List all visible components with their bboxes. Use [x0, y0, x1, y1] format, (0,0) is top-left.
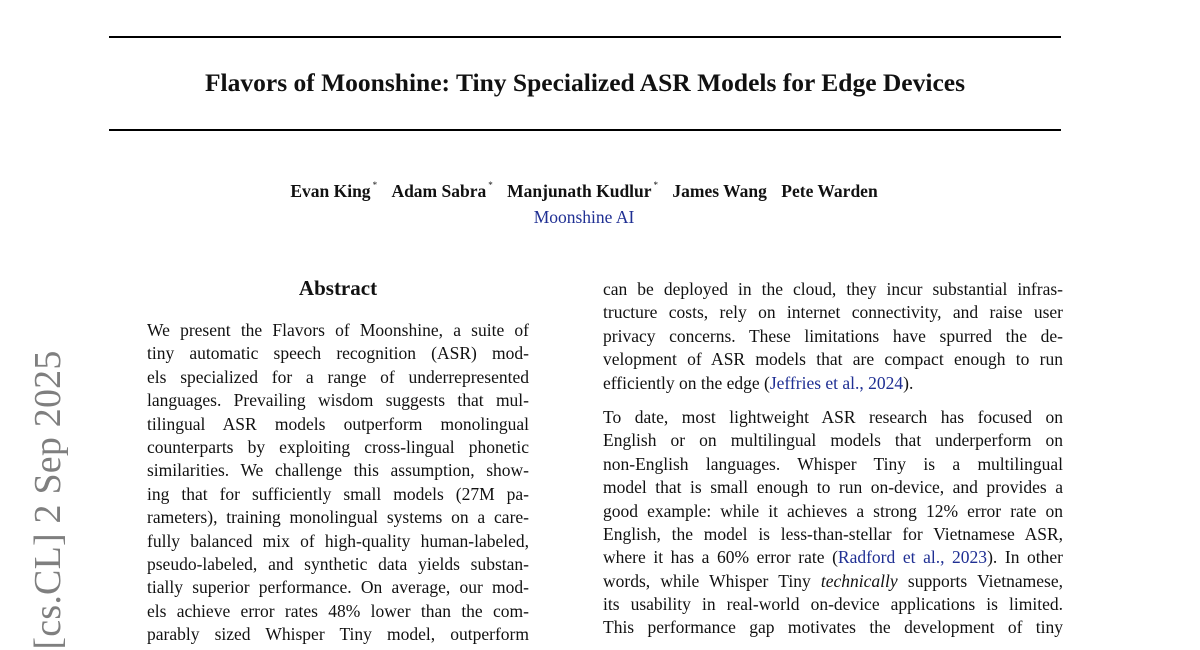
body-line: To date, most lightweight ASR research has focused on	[603, 406, 1063, 427]
body-line: non-English languages. Whisper Tiny is a multilingual	[603, 453, 1063, 474]
body-text: words, while Whisper Tiny	[603, 570, 821, 591]
abstract-line: tially superior performance. On average, our mod-	[147, 577, 529, 598]
abstract-line: similarities. We challenge this assumption, show-	[147, 460, 529, 481]
body-line: its usability in real-world on-device applications is limited.	[603, 594, 1063, 615]
body-line: can be deployed in the cloud, they incur substantial infras-	[603, 279, 1063, 299]
abstract-line: tiny automatic speech recognition (ASR) mod-	[147, 343, 529, 364]
body-line: model that is small enough to run on-device, and provides a	[603, 477, 1063, 498]
emphasis-text: technically	[820, 570, 898, 591]
body-line: privacy concerns. These limitations have spurred the de-	[603, 325, 1063, 346]
author	[672, 180, 766, 202]
arxiv-side-identifier: [cs.CL] 2 Sep 2025	[27, 350, 69, 650]
author	[507, 174, 658, 202]
body-line	[603, 546, 1063, 569]
body-text: where it has a 60% error rate (	[603, 547, 838, 568]
author-name: Adam Sabra	[391, 181, 487, 201]
body-paragraph-1	[603, 278, 1063, 395]
body-line	[603, 372, 1063, 395]
body-line: tructure costs, rely on internet connectivity, and raise user	[603, 302, 1063, 323]
abstract-body	[147, 319, 529, 646]
title-bottom-rule	[109, 129, 1061, 131]
abstract-line: els achieve error rates 48% lower than the com-	[147, 600, 529, 621]
abstract-line: languages. Prevailing wisdom suggests that mul-	[147, 390, 529, 411]
citation-link-radford[interactable]: Radford et al., 2023	[837, 547, 988, 568]
body-text: ).	[903, 372, 914, 393]
abstract-line: rameters), training monolingual systems on a care-	[147, 507, 529, 528]
author-name: Evan King	[290, 181, 371, 201]
equal-contribution-mark: *	[488, 180, 493, 190]
author-name: Manjunath Kudlur	[507, 181, 652, 201]
abstract-line: ing that for sufficiently small models (27M pa-	[147, 483, 529, 504]
author-list	[0, 174, 1168, 202]
abstract-line: fully balanced mix of high-quality human-labeled,	[147, 530, 529, 551]
body-text: supports Vietnamese,	[897, 570, 1063, 591]
affiliation-link[interactable]: Moonshine AI	[533, 207, 635, 227]
abstract-paragraph	[147, 319, 529, 646]
author-name: Pete Warden	[781, 181, 878, 201]
body-line: This performance gap motivates the development of tiny	[603, 617, 1063, 638]
abstract-line: We present the Flavors of Moonshine, a suite of	[147, 320, 529, 340]
author	[391, 174, 492, 202]
body-text: ). In other	[987, 547, 1063, 568]
body-line	[603, 570, 1063, 593]
abstract-line: parably sized Whisper Tiny model, outperform	[147, 624, 529, 645]
body-line: good example: while it achieves a strong 12% error rate on	[603, 500, 1063, 521]
author	[781, 180, 877, 202]
abstract-line: pseudo-labeled, and synthetic data yields substan-	[147, 553, 529, 574]
abstract-line: counterparts by exploiting cross-lingual phonetic	[147, 436, 529, 457]
body-line: velopment of ASR models that are compact enough to run	[603, 349, 1063, 370]
citation-link-jeffries[interactable]: Jeffries et al., 2024	[769, 372, 904, 393]
abstract-line: els specialized for a range of underrepresented	[147, 366, 529, 387]
introduction-body	[603, 278, 1063, 640]
body-text: efficiently on the edge (	[603, 372, 770, 393]
body-paragraph-2	[603, 406, 1063, 640]
equal-contribution-mark: *	[653, 180, 659, 190]
body-line: English, the model is less-than-stellar for Vietnamese ASR,	[603, 523, 1063, 544]
paper-title: Flavors of Moonshine: Tiny Specialized ASR Models for Edge Devices	[204, 68, 966, 97]
body-line: English or on multilingual models that underperform on	[603, 430, 1063, 451]
equal-contribution-mark: *	[372, 180, 378, 190]
abstract-line: tilingual ASR models outperform monolingual	[147, 413, 529, 434]
author	[290, 174, 377, 202]
abstract-heading: Abstract	[298, 276, 378, 300]
title-top-rule	[109, 36, 1061, 38]
author-name: James Wang	[672, 181, 767, 201]
